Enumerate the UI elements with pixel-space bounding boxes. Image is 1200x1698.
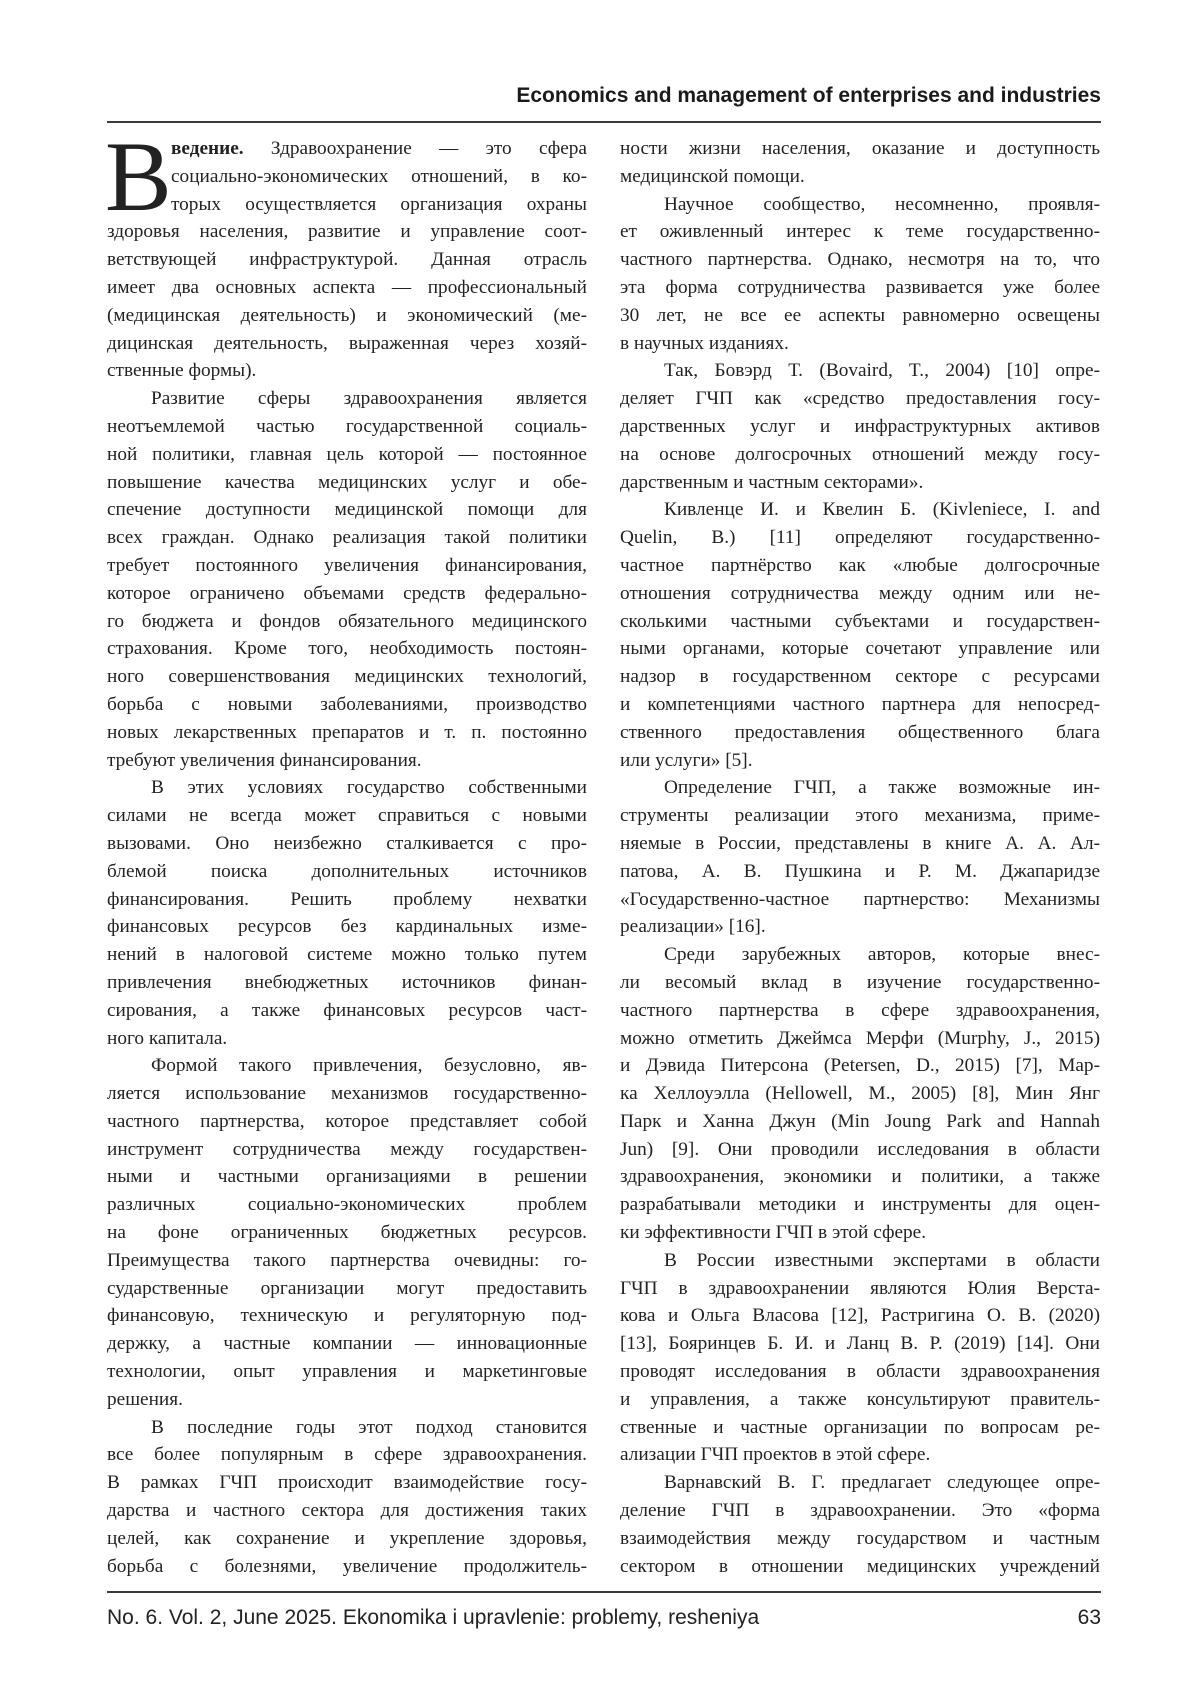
text-line: дицинская деятельность, выраженная через хозяй- [107, 330, 587, 358]
text-line: целей, как сохранение и укрепление здоровья, [107, 1525, 587, 1553]
paragraph [620, 1469, 1100, 1580]
text-line: повышение качества медицинских услуг и обе- [107, 469, 587, 497]
text-line: ного капитала. [107, 1025, 587, 1053]
text-line: ными и частными организациями в решении [107, 1163, 587, 1191]
text-line: няемые в России, представлены в книге А. А. Ал- [620, 830, 1100, 858]
text-line: силами не всегда может справиться с новыми [107, 802, 587, 830]
text-line: ки эффективности ГЧП в этой сфере. [620, 1219, 1100, 1247]
text-line: ализации ГЧП проектов в этой сфере. [620, 1441, 1100, 1469]
text-line: все более популярным в сфере здравоохранения. [107, 1441, 587, 1469]
left-column [107, 135, 587, 1580]
text-line: дарства и частного сектора для достижения таких [107, 1497, 587, 1525]
paragraph [107, 1414, 587, 1581]
text-line: проводят исследования в области здравоохранения [620, 1358, 1100, 1386]
text-line: Развитие сферы здравоохранения является [107, 385, 587, 413]
text-line: борьба с болезнями, увеличение продолжитель- [107, 1553, 587, 1581]
text-line: здравоохранения, экономики и политики, а также [620, 1163, 1100, 1191]
text-line: и компетенциями частного партнера для непосред- [620, 691, 1100, 719]
right-column [620, 135, 1100, 1580]
text-line: Научное сообщество, несомненно, проявля- [620, 191, 1100, 219]
text-line: патова, А. В. Пушкина и Р. М. Джапаридзе [620, 858, 1100, 886]
text-line: и управления, а также консультируют правитель- [620, 1386, 1100, 1414]
text-line: различных социально-экономических проблем [107, 1191, 587, 1219]
text-line: которое ограничено объемами средств федерально- [107, 580, 587, 608]
drop-cap: В [105, 137, 172, 217]
text-line: можно отметить Джеймса Мерфи (Murphy, J., 2015) [620, 1025, 1100, 1053]
text-line: ведение. Здравоохранение — это сфера [107, 135, 587, 163]
text-line: Парк и Ханна Джун (Min Joung Park and Hannah [620, 1108, 1100, 1136]
text-line: взаимодействия между государством и частным [620, 1525, 1100, 1553]
text-line: частного партнерства в сфере здравоохранения, [620, 997, 1100, 1025]
section-title: Economics and management of enterprises and industries [516, 84, 1101, 108]
text-line: ными органами, которые сочетают управление или [620, 635, 1100, 663]
paragraph [107, 135, 587, 385]
text-line: В рамках ГЧП происходит взаимодействие госу- [107, 1469, 587, 1497]
paragraph [107, 385, 587, 774]
paragraph [620, 357, 1100, 496]
text-line: на фоне ограниченных бюджетных ресурсов. [107, 1219, 587, 1247]
text-line: страхования. Кроме того, необходимость постоян- [107, 635, 587, 663]
text-line: вызовами. Оно неизбежно сталкивается с про- [107, 830, 587, 858]
text-line: держку, а частные компании — инновационные [107, 1330, 587, 1358]
text-line: частного партнерства. Однако, несмотря на то, что [620, 246, 1100, 274]
text-line: Формой такого привлечения, безусловно, яв- [107, 1052, 587, 1080]
text-line: Среди зарубежных авторов, которые внес- [620, 941, 1100, 969]
text-line: В этих условиях государство собственными [107, 774, 587, 802]
text-line: требуют увеличения финансирования. [107, 747, 587, 775]
text-line: Jun) [9]. Они проводили исследования в области [620, 1136, 1100, 1164]
text-line: финансовых ресурсов без кардинальных изме- [107, 913, 587, 941]
text-line: кова и Ольга Власова [12], Растригина О. В. (2020) [620, 1302, 1100, 1330]
text-line: Кивленце И. и Квелин Б. (Kivleniece, I. and [620, 496, 1100, 524]
text-line: ка Хеллоуэлла (Hellowell, M., 2005) [8], Мин Янг [620, 1080, 1100, 1108]
text-line: ляется использование механизмов государственно- [107, 1080, 587, 1108]
text-line: дарственным и частным секторами». [620, 469, 1100, 497]
text-line: го бюджета и фондов обязательного медицинского [107, 608, 587, 636]
text-line: нений в налоговой системе можно только путем [107, 941, 587, 969]
paragraph [620, 1247, 1100, 1469]
header-divider [107, 121, 1101, 123]
text-line: Так, Бовэрд Т. (Bovaird, T., 2004) [10] опре- [620, 357, 1100, 385]
text-line: всех граждан. Однако реализация такой политики [107, 524, 587, 552]
text-line: на основе долгосрочных отношений между госу- [620, 441, 1100, 469]
journal-citation: No. 6. Vol. 2, June 2025. Ekonomika i upravlenie: problemy, resheniya [107, 1606, 759, 1630]
text-line: В России известными экспертами в области [620, 1247, 1100, 1275]
paragraph [107, 774, 587, 1052]
text-line: сколькими частными субъектами и государствен- [620, 608, 1100, 636]
paragraph [620, 774, 1100, 941]
text-line: «Государственно-частное партнерство: Механизмы [620, 886, 1100, 914]
text-line: деление ГЧП в здравоохранении. Это «форма [620, 1497, 1100, 1525]
text-line: ГЧП в здравоохранении являются Юлия Верста- [620, 1275, 1100, 1303]
text-line: сударственные организации могут предоставить [107, 1275, 587, 1303]
text-line: ли весомый вклад в изучение государственно- [620, 969, 1100, 997]
text-line: требует постоянного увеличения финансирования, [107, 552, 587, 580]
text-line: частного партнерства, которое представляет собой [107, 1108, 587, 1136]
text-line: разрабатывали методики и инструменты для оцен- [620, 1191, 1100, 1219]
text-line: медицинской помощи. [620, 163, 1100, 191]
page-number: 63 [1078, 1606, 1101, 1630]
text-line: имеет два основных аспекта — профессиональный [107, 274, 587, 302]
text-line: ет оживленный интерес к теме государственно- [620, 218, 1100, 246]
text-line: струменты реализации этого механизма, приме- [620, 802, 1100, 830]
text-line: финансовую, техническую и регуляторную под- [107, 1302, 587, 1330]
text-line: привлечения внебюджетных источников финан- [107, 969, 587, 997]
text-line: ственные и частные организации по вопросам ре- [620, 1414, 1100, 1442]
text-line: Преимущества такого партнерства очевидны: го- [107, 1247, 587, 1275]
text-line: и Дэвида Питерсона (Petersen, D., 2015) [7], Мар- [620, 1052, 1100, 1080]
text-line: отношения сотрудничества между одним или не- [620, 580, 1100, 608]
text-line: деляет ГЧП как «средство предоставления госу- [620, 385, 1100, 413]
text-line: Варнавский В. Г. предлагает следующее опре- [620, 1469, 1100, 1497]
text-line: сектором в отношении медицинских учреждений [620, 1553, 1100, 1581]
text-line: сирования, а также финансовых ресурсов част- [107, 997, 587, 1025]
paragraph [620, 941, 1100, 1247]
text-line: ного совершенствования медицинских технологий, [107, 663, 587, 691]
text-line: Определение ГЧП, а также возможные ин- [620, 774, 1100, 802]
text-line: (медицинская деятельность) и экономический (ме- [107, 302, 587, 330]
text-line: ственного предоставления общественного блага [620, 719, 1100, 747]
paragraph [107, 1052, 587, 1413]
text-line: социально-экономических отношений, в ко- [107, 163, 587, 191]
text-line: 30 лет, не все ее аспекты равномерно освещены [620, 302, 1100, 330]
text-line: эта форма сотрудничества развивается уже более [620, 274, 1100, 302]
text-line: борьба с новыми заболеваниями, производство [107, 691, 587, 719]
text-line: В последние годы этот подход становится [107, 1414, 587, 1442]
text-line: здоровья населения, развитие и управление соот- [107, 218, 587, 246]
text-line: Quelin, B.) [11] определяют государственно- [620, 524, 1100, 552]
text-line: новых лекарственных препаратов и т. п. постоянно [107, 719, 587, 747]
text-line: инструмент сотрудничества между государствен- [107, 1136, 587, 1164]
paragraph [620, 496, 1100, 774]
text-line: ности жизни населения, оказание и доступность [620, 135, 1100, 163]
lead-word: ведение. [171, 138, 244, 159]
text-line: в научных изданиях. [620, 330, 1100, 358]
text-line: [13], Бояринцев Б. И. и Ланц В. Р. (2019) [14]. Они [620, 1330, 1100, 1358]
text-line: финансирования. Решить проблему нехватки [107, 886, 587, 914]
text-line: блемой поиска дополнительных источников [107, 858, 587, 886]
text-line: решения. [107, 1386, 587, 1414]
text-line: частное партнёрство как «любые долгосрочные [620, 552, 1100, 580]
text-line: надзор в государственном секторе с ресурсами [620, 663, 1100, 691]
text-line: неотъемлемой частью государственной социаль- [107, 413, 587, 441]
text-line: ветствующей инфраструктурой. Данная отрасль [107, 246, 587, 274]
footer-divider [107, 1591, 1101, 1593]
text-line: спечение доступности медицинской помощи для [107, 496, 587, 524]
text-line: технологии, опыт управления и маркетинговые [107, 1358, 587, 1386]
text-line: дарственных услуг и инфраструктурных активов [620, 413, 1100, 441]
paragraph [620, 135, 1100, 191]
text-line: или услуги» [5]. [620, 747, 1100, 775]
text-line: ственные формы). [107, 357, 587, 385]
text-line: реализации» [16]. [620, 913, 1100, 941]
text-line: торых осуществляется организация охраны [107, 191, 587, 219]
text-line: ной политики, главная цель которой — постоянное [107, 441, 587, 469]
paragraph [620, 191, 1100, 358]
